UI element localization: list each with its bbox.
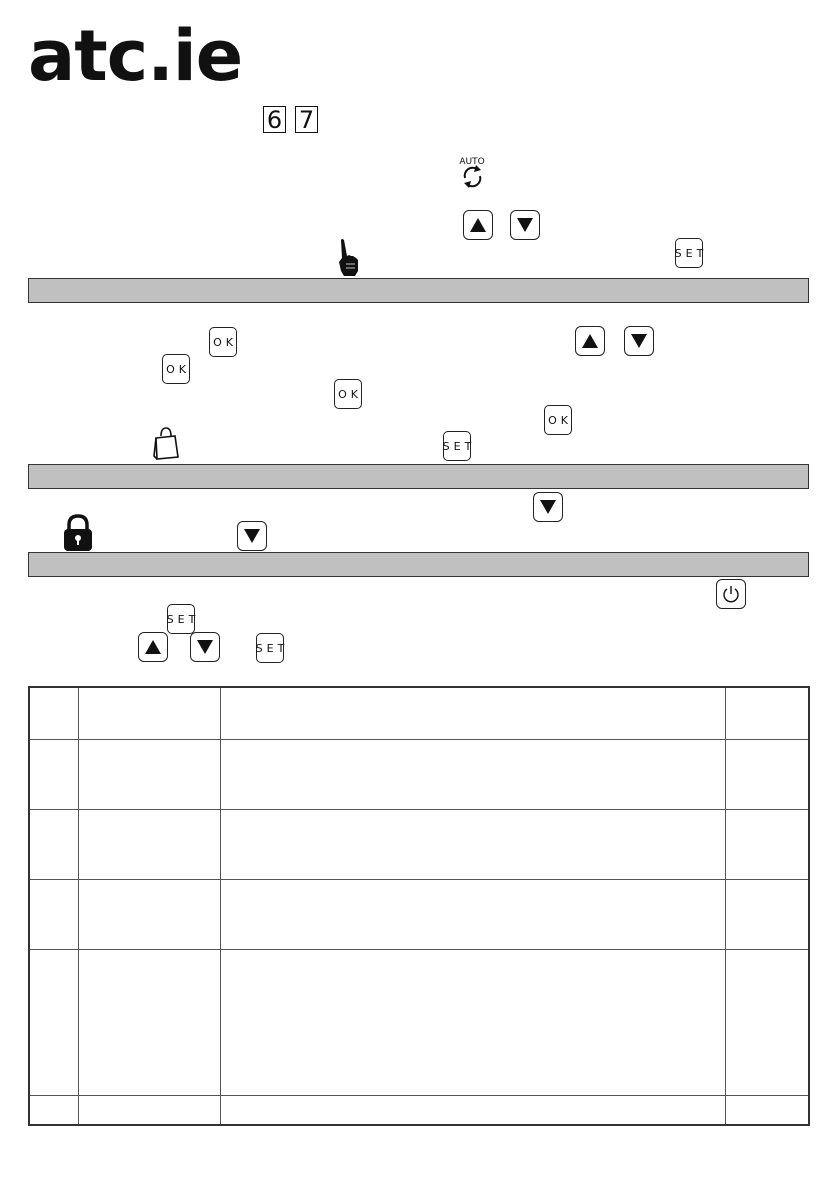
table-row bbox=[29, 949, 809, 1095]
parameter-table bbox=[28, 686, 810, 1126]
table-cell bbox=[79, 949, 221, 1095]
arrow-down-icon bbox=[196, 639, 214, 655]
section-bar-3 bbox=[28, 552, 809, 577]
up-button[interactable] bbox=[463, 210, 493, 240]
table-cell bbox=[79, 1095, 221, 1125]
table-cell bbox=[725, 879, 809, 949]
display-digit-1: 6 bbox=[263, 106, 286, 133]
logo-text: atc.ie bbox=[28, 24, 242, 86]
table-cell bbox=[725, 949, 809, 1095]
table-cell bbox=[29, 809, 79, 879]
table-cell bbox=[221, 809, 726, 879]
down-button[interactable] bbox=[533, 492, 563, 522]
ok-button[interactable]: OK bbox=[544, 405, 572, 435]
table-cell bbox=[29, 1095, 79, 1125]
set-button[interactable]: SET bbox=[167, 604, 195, 634]
ok-button[interactable]: OK bbox=[209, 327, 237, 357]
set-button[interactable]: SET bbox=[256, 633, 284, 663]
power-button[interactable] bbox=[716, 579, 746, 609]
table-row bbox=[29, 879, 809, 949]
section-bar-2 bbox=[28, 464, 809, 489]
arrow-down-icon bbox=[630, 333, 648, 349]
table-cell bbox=[221, 687, 726, 739]
table-cell bbox=[29, 879, 79, 949]
table-cell bbox=[29, 687, 79, 739]
arrow-down-icon bbox=[243, 528, 261, 544]
ok-button[interactable]: OK bbox=[334, 379, 362, 409]
table-row bbox=[29, 809, 809, 879]
down-button[interactable] bbox=[237, 521, 267, 551]
table-cell bbox=[221, 949, 726, 1095]
down-button[interactable] bbox=[624, 326, 654, 356]
table-cell bbox=[29, 739, 79, 809]
table-cell bbox=[725, 687, 809, 739]
table-cell bbox=[79, 879, 221, 949]
table-row bbox=[29, 1095, 809, 1125]
up-button[interactable] bbox=[138, 632, 168, 662]
table-cell bbox=[221, 879, 726, 949]
up-button[interactable] bbox=[575, 326, 605, 356]
down-button[interactable] bbox=[510, 210, 540, 240]
table-cell bbox=[29, 949, 79, 1095]
auto-label: AUTO bbox=[459, 157, 485, 167]
table-row bbox=[29, 739, 809, 809]
auto-cycle-icon bbox=[455, 154, 489, 188]
table-cell bbox=[79, 739, 221, 809]
table-cell bbox=[221, 1095, 726, 1125]
atc-logo bbox=[28, 24, 242, 86]
arrow-up-icon bbox=[469, 217, 487, 233]
table-cell bbox=[79, 809, 221, 879]
table-cell bbox=[725, 739, 809, 809]
arrow-up-icon bbox=[581, 333, 599, 349]
table-cell bbox=[725, 809, 809, 879]
shopping-bag-icon bbox=[152, 426, 180, 460]
power-icon bbox=[721, 584, 741, 604]
down-button[interactable] bbox=[190, 632, 220, 662]
hand-pointer-icon bbox=[336, 238, 362, 278]
section-bar-1 bbox=[28, 278, 809, 303]
arrow-down-icon bbox=[516, 217, 534, 233]
table-cell bbox=[725, 1095, 809, 1125]
table-cell bbox=[221, 739, 726, 809]
set-button[interactable]: SET bbox=[675, 238, 703, 268]
arrow-down-icon bbox=[539, 499, 557, 515]
set-button[interactable]: SET bbox=[443, 431, 471, 461]
table-header-row bbox=[29, 687, 809, 739]
ok-button[interactable]: OK bbox=[162, 354, 190, 384]
display-digit-2: 7 bbox=[295, 106, 318, 133]
padlock-icon bbox=[62, 514, 94, 552]
table-cell bbox=[79, 687, 221, 739]
arrow-up-icon bbox=[144, 639, 162, 655]
